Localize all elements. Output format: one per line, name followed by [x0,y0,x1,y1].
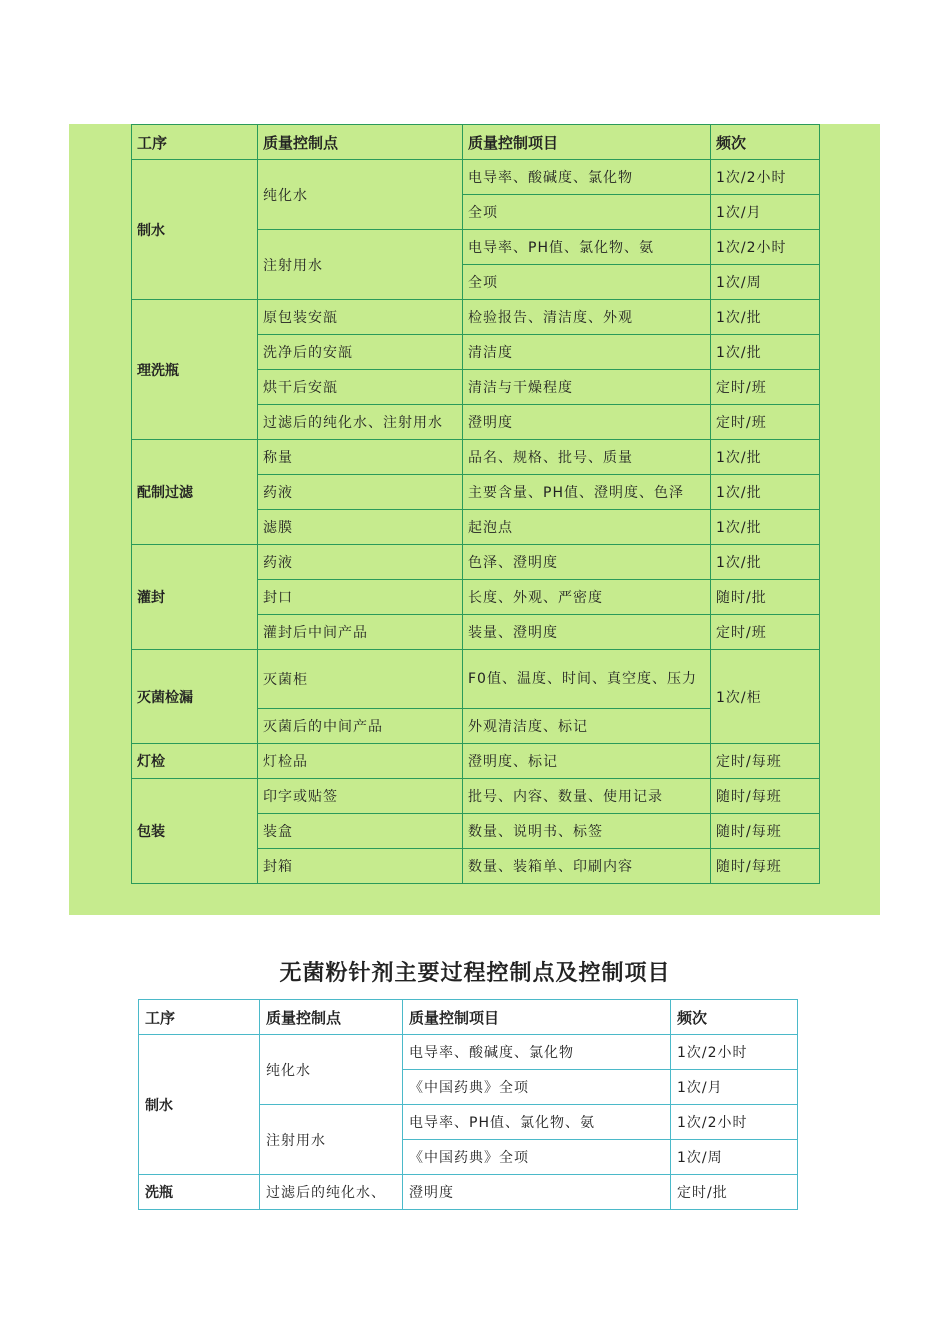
control-item-cell: 批号、内容、数量、使用记录 [463,779,711,814]
table-row [139,1035,798,1070]
table-row [139,1175,798,1210]
control-item-cell: 电导率、酸碱度、氯化物 [463,160,711,195]
frequency-cell: 随时/每班 [711,779,820,814]
control-item-cell: 长度、外观、严密度 [463,580,711,615]
frequency-cell: 定时/每班 [711,744,820,779]
control-item-cell: 全项 [463,195,711,230]
control-item-cell: 《中国药典》全项 [403,1140,671,1175]
control-point-cell: 药液 [258,475,463,510]
frequency-cell: 1次/2小时 [671,1035,798,1070]
control-point-cell: 过滤后的纯化水、 [260,1175,403,1210]
control-item-cell: 电导率、PH值、氯化物、氨 [403,1105,671,1140]
table-row [132,300,820,335]
control-item-cell: 主要含量、PH值、澄明度、色泽 [463,475,711,510]
table2-title: 无菌粉针剂主要过程控制点及控制项目 [279,961,671,986]
control-item-cell: 澄明度、标记 [463,744,711,779]
frequency-cell: 定时/批 [671,1175,798,1210]
control-point-cell: 灭菌后的中间产品 [258,709,463,744]
control-point-cell: 灭菌柜 [258,650,463,709]
table-row [132,440,820,475]
frequency-cell: 随时/批 [711,580,820,615]
frequency-cell: 1次/2小时 [711,230,820,265]
frequency-cell: 随时/每班 [711,814,820,849]
process-cell: 制水 [132,160,258,300]
control-point-cell: 滤膜 [258,510,463,545]
frequency-cell: 1次/批 [711,475,820,510]
control-point-cell: 注射用水 [260,1105,403,1175]
header-frequency: 频次 [711,125,820,160]
frequency-cell: 定时/班 [711,405,820,440]
control-point-cell: 灌封后中间产品 [258,615,463,650]
control-point-cell: 过滤后的纯化水、注射用水 [258,405,463,440]
control-point-cell: 灯检品 [258,744,463,779]
powder-injection-process-control-table [138,999,798,1210]
process-cell: 灯检 [132,744,258,779]
frequency-cell: 1次/批 [711,510,820,545]
process-cell: 制水 [139,1035,260,1175]
table-row [132,744,820,779]
header-row [139,1000,798,1035]
frequency-cell: 1次/批 [711,440,820,475]
frequency-cell: 1次/月 [671,1070,798,1105]
process-cell: 配制过滤 [132,440,258,545]
control-item-cell: 数量、说明书、标签 [463,814,711,849]
header-process: 工序 [139,1000,260,1035]
process-cell: 包装 [132,779,258,884]
control-item-cell: 电导率、PH值、氯化物、氨 [463,230,711,265]
control-item-cell: 澄明度 [403,1175,671,1210]
control-point-cell: 印字或贴签 [258,779,463,814]
frequency-cell: 1次/批 [711,300,820,335]
header-control-item: 质量控制项目 [463,125,711,160]
control-point-cell: 装盒 [258,814,463,849]
frequency-cell: 1次/2小时 [711,160,820,195]
control-point-cell: 洗净后的安瓿 [258,335,463,370]
control-point-cell: 称量 [258,440,463,475]
control-item-cell: 起泡点 [463,510,711,545]
frequency-cell: 1次/柜 [711,650,820,744]
control-point-cell: 封箱 [258,849,463,884]
injection-process-control-table [131,124,820,884]
frequency-cell: 1次/批 [711,335,820,370]
frequency-cell: 1次/批 [711,545,820,580]
header-frequency: 频次 [671,1000,798,1035]
control-point-cell: 纯化水 [258,160,463,230]
page-bottom-area [0,1212,950,1344]
header-control-point: 质量控制点 [258,125,463,160]
table-row [132,650,820,709]
frequency-cell: 1次/周 [711,265,820,300]
control-point-cell: 药液 [258,545,463,580]
control-item-cell: 外观清洁度、标记 [463,709,711,744]
frequency-cell: 定时/班 [711,370,820,405]
header-control-item: 质量控制项目 [403,1000,671,1035]
header-process: 工序 [132,125,258,160]
process-cell: 灌封 [132,545,258,650]
frequency-cell: 1次/月 [711,195,820,230]
process-cell: 洗瓶 [139,1175,260,1210]
frequency-cell: 1次/2小时 [671,1105,798,1140]
process-cell: 灭菌检漏 [132,650,258,744]
header-row [132,125,820,160]
control-item-cell: 全项 [463,265,711,300]
control-point-cell: 纯化水 [260,1035,403,1105]
frequency-cell: 定时/班 [711,615,820,650]
process-cell: 理洗瓶 [132,300,258,440]
control-item-cell: 品名、规格、批号、质量 [463,440,711,475]
control-item-cell: 电导率、酸碱度、氯化物 [403,1035,671,1070]
header-control-point: 质量控制点 [260,1000,403,1035]
table-row [132,779,820,814]
control-item-cell: 清洁与干燥程度 [463,370,711,405]
control-item-cell: 色泽、澄明度 [463,545,711,580]
frequency-cell: 随时/每班 [711,849,820,884]
control-item-cell: 数量、装箱单、印刷内容 [463,849,711,884]
control-point-cell: 原包装安瓿 [258,300,463,335]
control-point-cell: 注射用水 [258,230,463,300]
table-row [132,160,820,195]
control-item-cell: 《中国药典》全项 [403,1070,671,1105]
table-row [132,545,820,580]
control-item-cell: 装量、澄明度 [463,615,711,650]
control-item-cell: 清洁度 [463,335,711,370]
frequency-cell: 1次/周 [671,1140,798,1175]
control-item-cell: 检验报告、清洁度、外观 [463,300,711,335]
control-point-cell: 封口 [258,580,463,615]
control-item-cell: F0值、温度、时间、真空度、压力 [463,650,711,709]
control-item-cell: 澄明度 [463,405,711,440]
control-point-cell: 烘干后安瓿 [258,370,463,405]
